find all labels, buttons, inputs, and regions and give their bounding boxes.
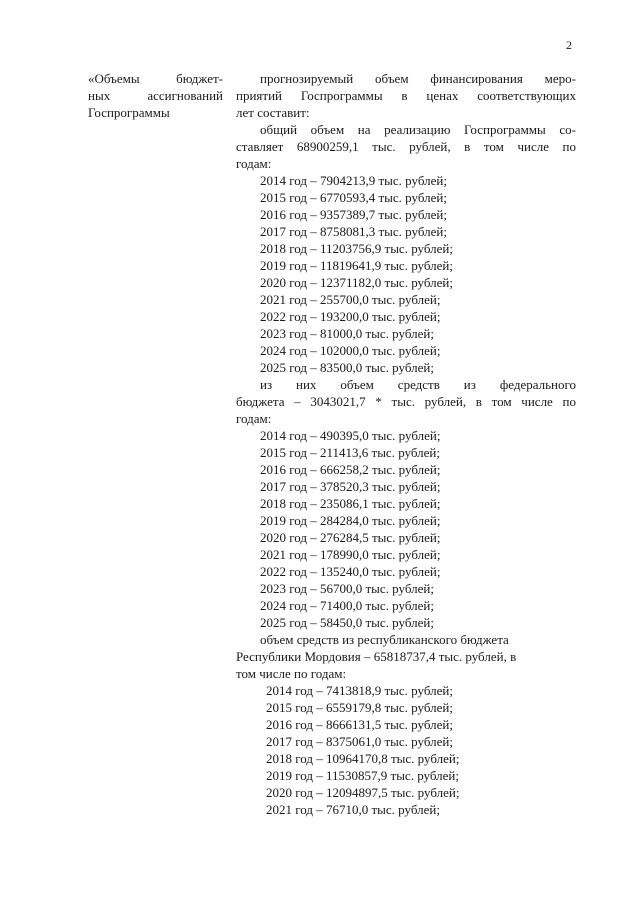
page-number: 2 <box>566 38 572 52</box>
republic-year-line: 2021 год – 76710,0 тыс. рублей; <box>266 802 440 817</box>
total-year-line: 2014 год – 7904213,9 тыс. рублей; <box>260 173 447 188</box>
federal-year-line: 2019 год – 284284,0 тыс. рублей; <box>260 513 441 528</box>
total-year-line: 2020 год – 12371182,0 тыс. рублей; <box>260 275 453 290</box>
intro-line: прогнозируемый объем финансирования меро- <box>260 71 576 86</box>
passport-field-content <box>236 70 576 818</box>
label-line: «Объемы бюджет- <box>88 71 223 86</box>
republic-year-line: 2020 год – 12094897,5 тыс. рублей; <box>266 785 460 800</box>
total-line: ставляет 68900259,1 тыс. рублей, в том числе по <box>236 139 576 154</box>
federal-year-line: 2023 год – 56700,0 тыс. рублей; <box>260 581 434 596</box>
republic-year-line: 2017 год – 8375061,0 тыс. рублей; <box>266 734 453 749</box>
total-line: годам: <box>236 156 272 171</box>
republic-year-line: 2016 год – 8666131,5 тыс. рублей; <box>266 717 453 732</box>
republic-year-line: 2019 год – 11530857,9 тыс. рублей; <box>266 768 459 783</box>
republic-line: Республики Мордовия – 65818737,4 тыс. рублей, в <box>236 649 517 664</box>
federal-year-line: 2016 год – 666258,2 тыс. рублей; <box>260 462 441 477</box>
republic-year-line: 2015 год – 6559179,8 тыс. рублей; <box>266 700 453 715</box>
republic-year-line: 2014 год – 7413818,9 тыс. рублей; <box>266 683 453 698</box>
total-year-line: 2023 год – 81000,0 тыс. рублей; <box>260 326 434 341</box>
total-year-line: 2018 год – 11203756,9 тыс. рублей; <box>260 241 453 256</box>
total-year-line: 2017 год – 8758081,3 тыс. рублей; <box>260 224 447 239</box>
total-year-line: 2015 год – 6770593,4 тыс. рублей; <box>260 190 447 205</box>
total-year-line: 2019 год – 11819641,9 тыс. рублей; <box>260 258 453 273</box>
federal-year-line: 2017 год – 378520,3 тыс. рублей; <box>260 479 441 494</box>
label-line: Госпрограммы <box>88 105 170 120</box>
total-year-line: 2024 год – 102000,0 тыс. рублей; <box>260 343 441 358</box>
federal-year-line: 2015 год – 211413,6 тыс. рублей; <box>260 445 440 460</box>
passport-field-label <box>88 70 223 121</box>
intro-line: приятий Госпрограммы в ценах соответствующих <box>236 88 576 103</box>
federal-year-line: 2021 год – 178990,0 тыс. рублей; <box>260 547 441 562</box>
federal-year-line: 2014 год – 490395,0 тыс. рублей; <box>260 428 441 443</box>
federal-year-line: 2020 год – 276284,5 тыс. рублей; <box>260 530 441 545</box>
republic-line: том числе по годам: <box>236 666 347 681</box>
republic-line: объем средств из республиканского бюджета <box>260 632 509 647</box>
total-line: общий объем на реализацию Госпрограммы со- <box>260 122 576 137</box>
total-year-line: 2022 год – 193200,0 тыс. рублей; <box>260 309 441 324</box>
total-year-line: 2016 год – 9357389,7 тыс. рублей; <box>260 207 447 222</box>
intro-line: лет составит: <box>236 105 310 120</box>
federal-year-line: 2022 год – 135240,0 тыс. рублей; <box>260 564 441 579</box>
federal-line: из них объем средств из федерального <box>260 377 576 392</box>
label-line: ных ассигнований <box>88 88 223 103</box>
republic-year-line: 2018 год – 10964170,8 тыс. рублей; <box>266 751 460 766</box>
federal-line: бюджета – 3043021,7 * тыс. рублей, в том числе по <box>236 394 576 409</box>
federal-year-line: 2018 год – 235086,1 тыс. рублей; <box>260 496 441 511</box>
total-year-line: 2025 год – 83500,0 тыс. рублей; <box>260 360 434 375</box>
federal-year-line: 2025 год – 58450,0 тыс. рублей; <box>260 615 434 630</box>
total-year-line: 2021 год – 255700,0 тыс. рублей; <box>260 292 441 307</box>
federal-year-line: 2024 год – 71400,0 тыс. рублей; <box>260 598 434 613</box>
federal-line: годам: <box>236 411 272 426</box>
